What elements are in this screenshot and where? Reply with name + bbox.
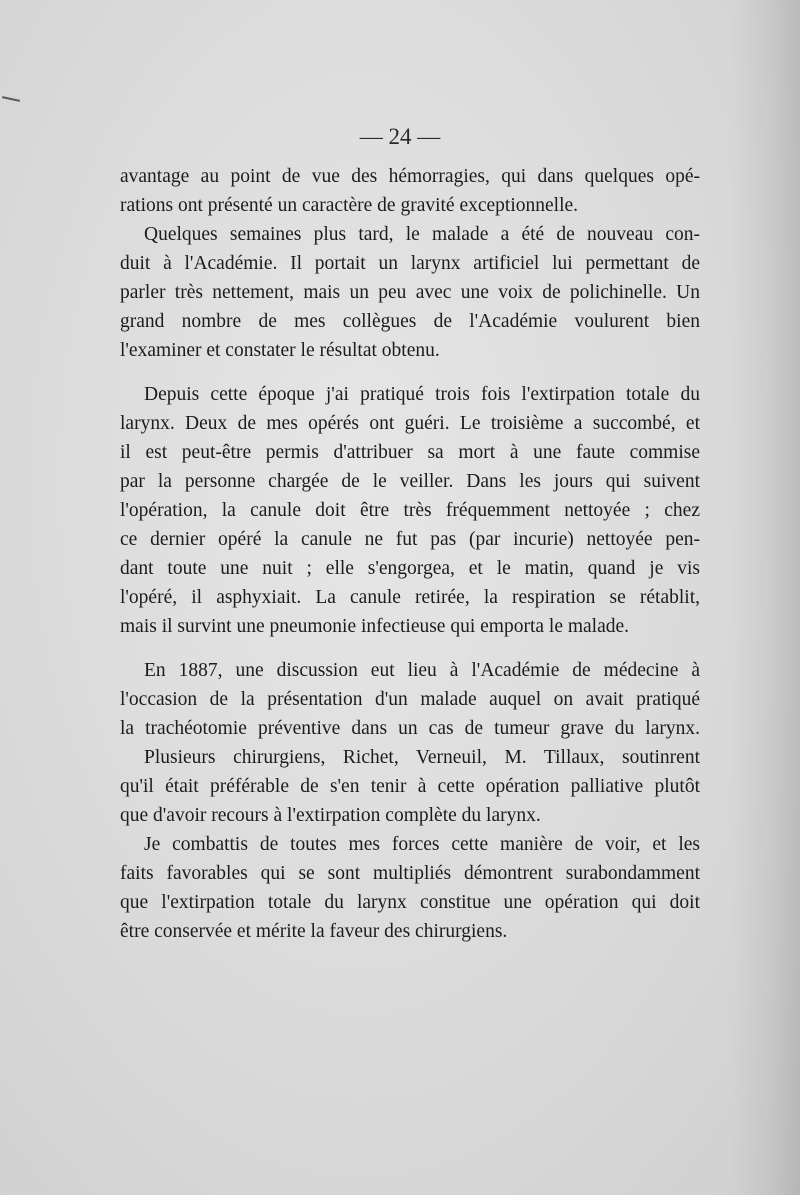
bleed-through: [120, 929, 700, 958]
text-line: l'opéré, il asphyxiait. La canule retirée, la respiration se rétablit,: [120, 587, 700, 608]
text-line: par la personne chargée de le veiller. Dans les jours qui suivent: [120, 471, 700, 492]
text-line: Je combattis de toutes mes forces cette manière de voir, et les: [144, 834, 700, 855]
text-line: mais il survint une pneumonie infectieuse qui emporta le malade.: [120, 616, 630, 637]
text-line: être conservée et mérite la faveur des chirurgiens.: [120, 921, 508, 942]
bleed-through: [120, 1045, 700, 1074]
text-line: Quelques semaines plus tard, le malade a été de nouveau con-: [144, 224, 700, 245]
page-shadow: [730, 0, 800, 1195]
text-line: Depuis cette époque j'ai pratiqué trois fois l'extirpation totale du: [144, 384, 700, 405]
text-line: l'occasion de la présentation d'un malade auquel on avait pratiqué: [120, 689, 700, 710]
text-line: il est peut-être permis d'attribuer sa mort à une faute commise: [120, 442, 700, 463]
text-line: la trachéotomie préventive dans un cas de tumeur grave du larynx.: [120, 718, 700, 739]
text-line: avantage au point de vue des hémorragies, qui dans quelques opé-: [120, 166, 700, 187]
bleed-through: [120, 1016, 700, 1045]
text-line: que l'extirpation totale du larynx constitue une opération qui doit: [120, 892, 700, 913]
bleed-through: [120, 900, 700, 929]
text-line: larynx. Deux de mes opérés ont guéri. Le troisième a succombé, et: [120, 413, 700, 434]
text-line: que d'avoir recours à l'extirpation complète du larynx.: [120, 805, 541, 826]
text-line: duit à l'Académie. Il portait un larynx artificiel lui permettant de: [120, 253, 700, 274]
text-line: qu'il était préférable de s'en tenir à cette opération palliative plutôt: [120, 776, 700, 797]
text-line: ce dernier opéré la canule ne fut pas (par incurie) nettoyée pen-: [120, 529, 700, 550]
text-line: Plusieurs chirurgiens, Richet, Verneuil, M. Tillaux, soutinrent: [144, 747, 700, 768]
bleed-through: [120, 958, 700, 987]
text-line: En 1887, une discussion eut lieu à l'Académie de médecine à: [144, 660, 700, 681]
bleed-through: [120, 987, 700, 1016]
text-line: faits favorables qui se sont multipliés démontrent surabondamment: [120, 863, 700, 884]
text-line: grand nombre de mes collègues de l'Académie voulurent bien: [120, 311, 700, 332]
body-text: [120, 162, 700, 946]
page-number: — 24 —: [359, 124, 441, 149]
text-line: parler très nettement, mais un peu avec une voix de polichinelle. Un: [120, 282, 700, 303]
text-line: l'opération, la canule doit être très fréquemment nettoyée ; chez: [120, 500, 700, 521]
margin-mark: [2, 96, 20, 102]
text-line: rations ont présenté un caractère de gravité exceptionnelle.: [120, 195, 579, 216]
text-line: l'examiner et constater le résultat obtenu.: [120, 340, 440, 361]
text-line: dant toute une nuit ; elle s'engorgea, et le matin, quand je vis: [120, 558, 700, 579]
